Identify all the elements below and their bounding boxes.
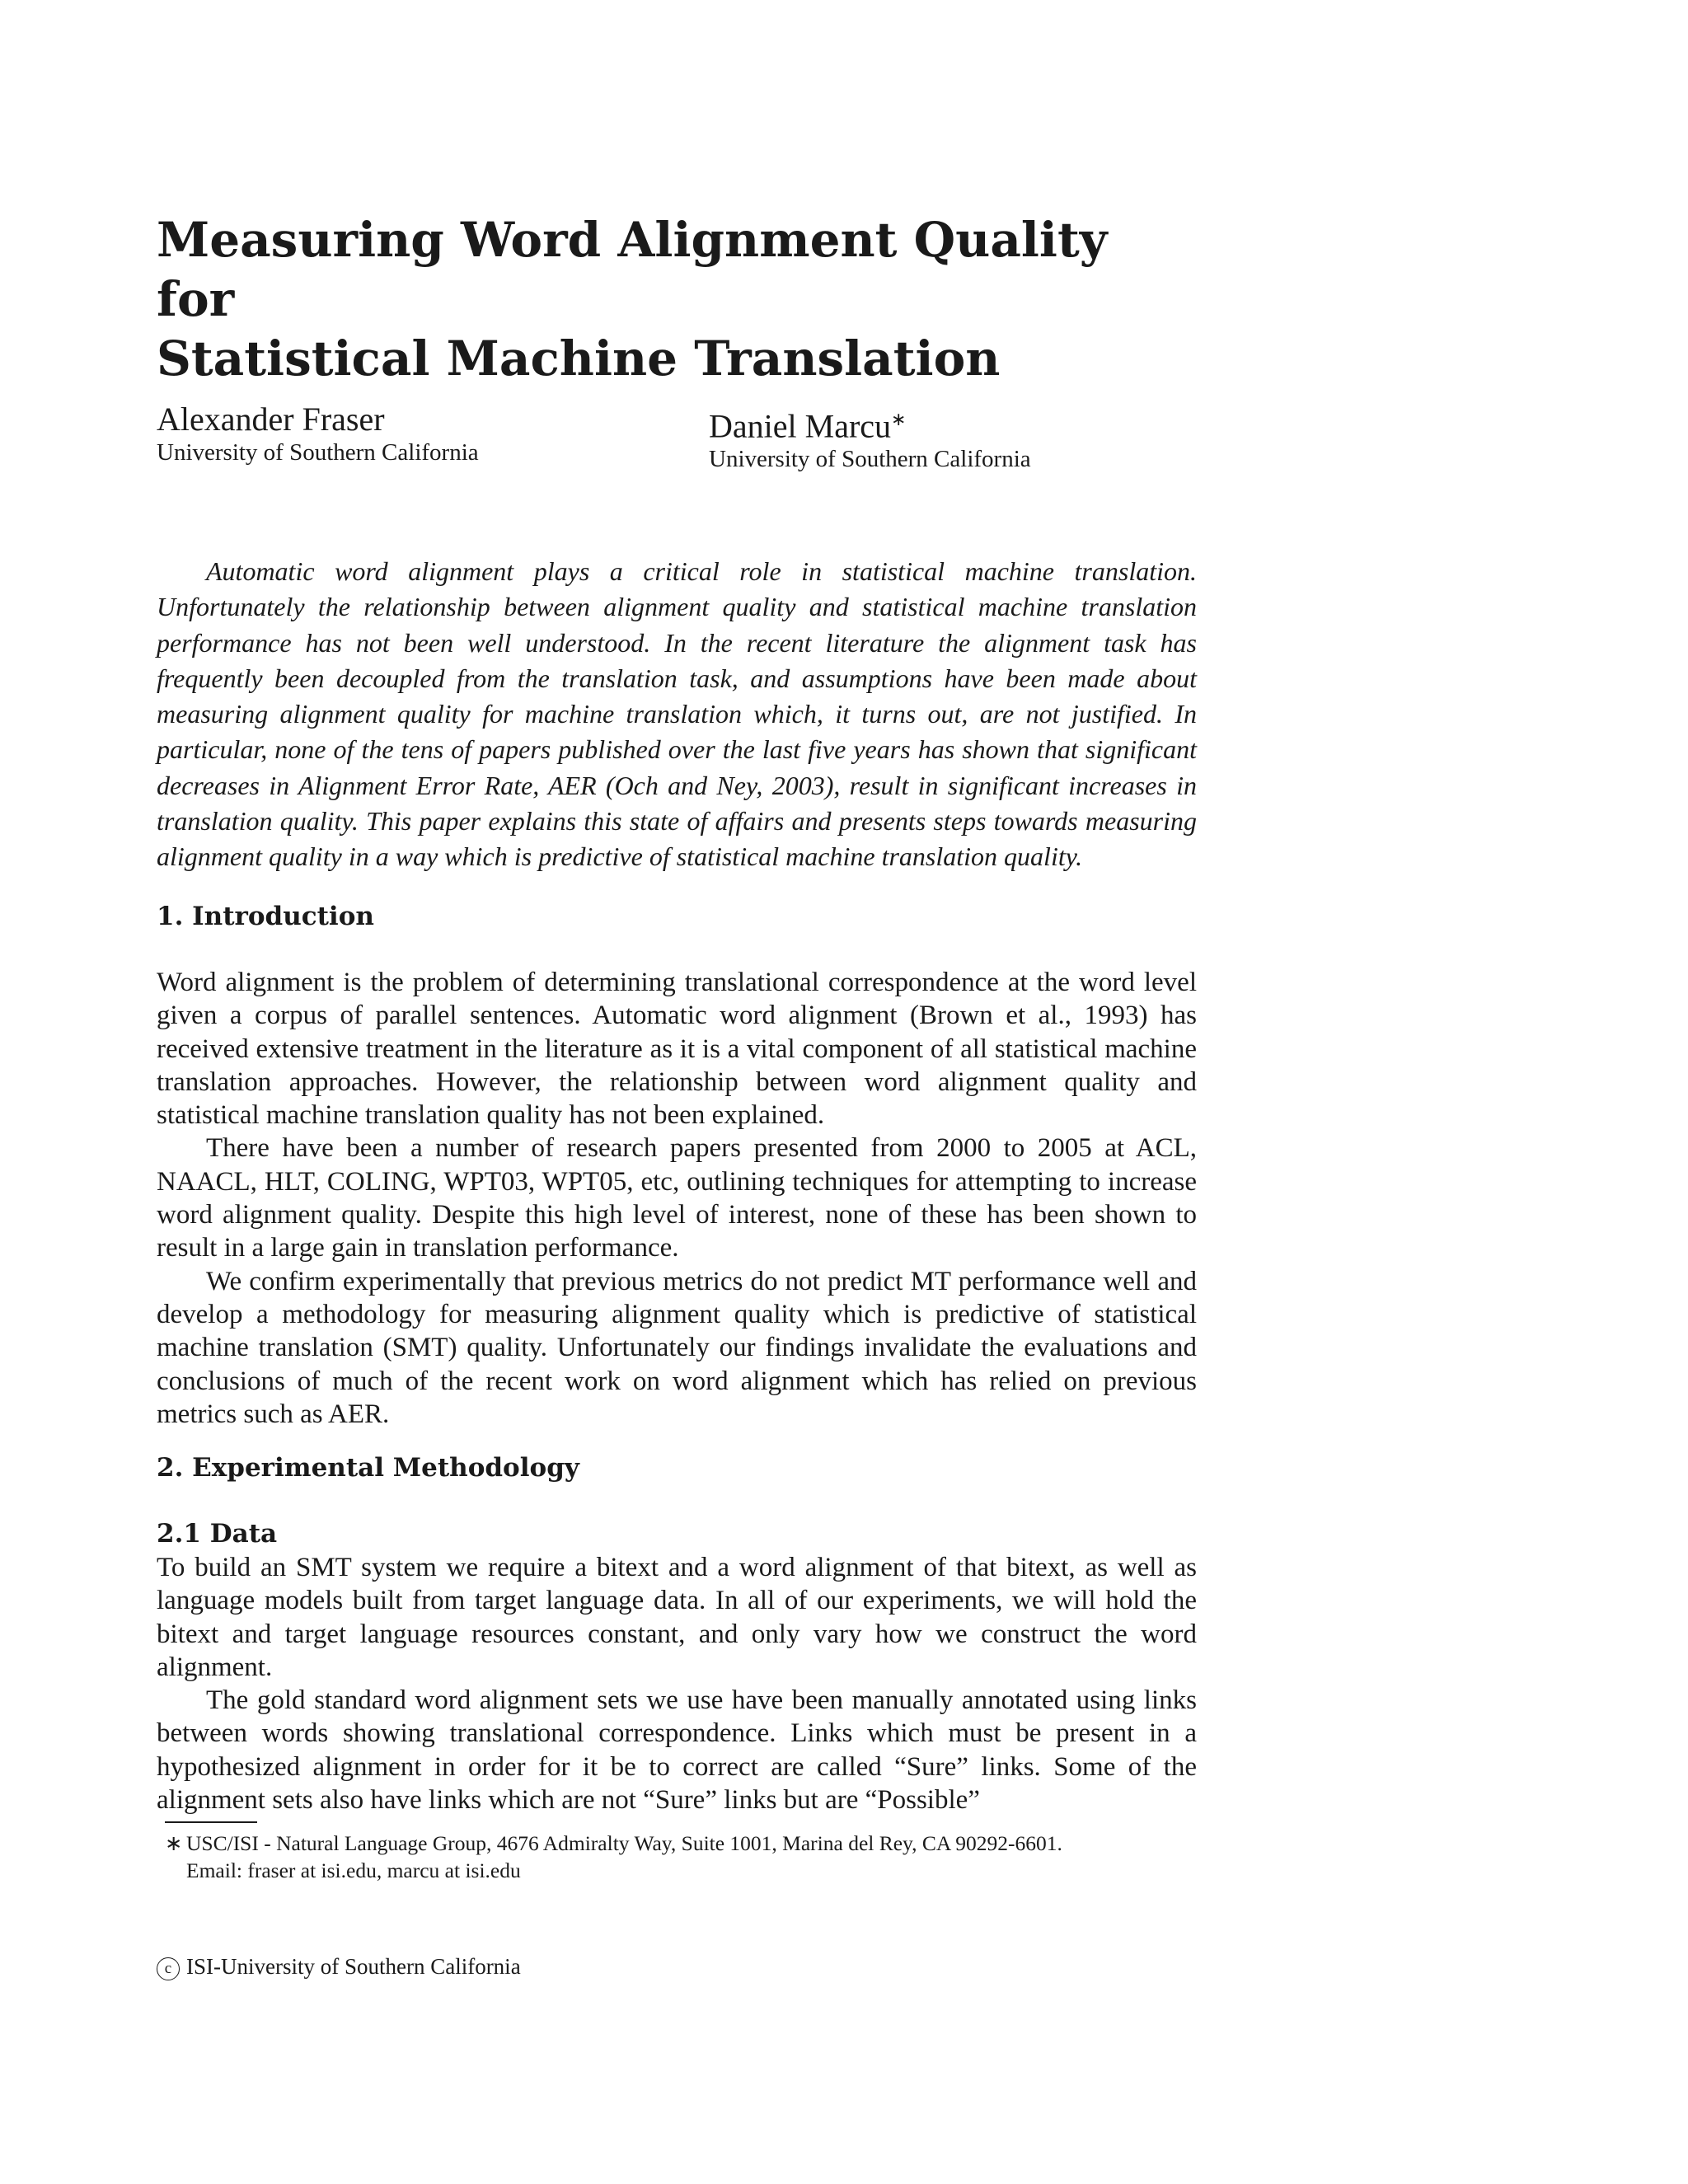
footnote-marker: ∗ — [891, 409, 907, 429]
footnote-line-1: USC/ISI - Natural Language Group, 4676 Admiralty Way, Suite 1001, Marina del Rey, CA 90292-6601. — [186, 1831, 1062, 1855]
data-section-body — [157, 1551, 1197, 1816]
author-block-1 — [157, 401, 479, 466]
footnote-rule — [165, 1821, 257, 1823]
paragraph: To build an SMT system we require a bitext and a word alignment of that bitext, as well as language models built from target language data. In all of our experiments, we will hold the bitext and target language resources constant, and only vary how we construct the word alignment. — [157, 1553, 1197, 1682]
footnote-line-2: Email: fraser at isi.edu, marcu at isi.edu — [186, 1858, 521, 1882]
title-line-2: Statistical Machine Translation — [157, 330, 1001, 387]
author-block-2 — [709, 401, 1031, 473]
paper-title — [157, 210, 1197, 388]
author-name: Daniel Marcu∗ — [709, 407, 907, 445]
abstract: Automatic word alignment plays a critical role in statistical machine translation. Unfortunately the relationship between alignment quality and statistical machine translation performance has not been well understood. In the recent literature the alignment task has frequently been decoupled from the translation task, and assumptions have been made about measuring alignment quality for machine translation which, it turns out, are not justified. In particular, none of the tens of papers published over the last five years has shown that significant decreases in Alignment Error Rate, AER (Och and Ney, 2003), result in significant increases in translation quality. This paper explains this state of affairs and presents steps towards measuring alignment quality in a way which is predictive of statistical machine translation quality. — [157, 556, 1197, 872]
author-name: Alexander Fraser — [157, 401, 385, 438]
author-affiliation: University of Southern California — [709, 446, 1031, 473]
paragraph: There have been a number of research papers presented from 2000 to 2005 at ACL, NAACL, HLT, COLING, WPT03, WPT05, etc, outlining techniques for attempting to increase word alignment quality. Despite this high level of interest, none of these has been shown to result in a large gain in translation performance. — [157, 1133, 1197, 1263]
author-affiliation: University of Southern California — [157, 439, 479, 466]
footnote-marker: ∗ — [165, 1831, 183, 1855]
footnote — [165, 1830, 1203, 1884]
introduction-body — [157, 966, 1197, 1431]
paragraph: Word alignment is the problem of determining translational correspondence at the word level given a corpus of parallel sentences. Automatic word alignment (Brown et al., 1993) has received extensive treatment in the literature as it is a vital component of all statistical machine translation approaches. However, the relationship between word alignment quality and statistical machine translation quality has not been explained. — [157, 968, 1197, 1131]
copyright-icon: c — [157, 1957, 180, 1980]
copyright-text: ISI-University of Southern California — [186, 1954, 521, 1979]
section-heading-methodology: 2. Experimental Methodology — [157, 1453, 579, 1483]
section-heading-introduction: 1. Introduction — [157, 902, 374, 931]
paragraph: We confirm experimentally that previous metrics do not predict MT performance well and develop a methodology for measuring alignment quality which is predictive of statistical machine translation (SMT) quality. Unfortunately our findings invalidate the evaluations and conclusions of much of the recent work on word alignment which has relied on previous metrics such as AER. — [157, 1266, 1197, 1429]
copyright-notice — [157, 1953, 521, 1980]
paragraph: The gold standard word alignment sets we use have been manually annotated using links between words showing translational correspondence. Links which must be present in a hypothesized alignment in order for it be to correct are called “Sure” links. Some of the alignment sets also have links which are not “Sure” links but are “Possible” — [157, 1685, 1197, 1816]
title-line-1: Measuring Word Alignment Quality for — [157, 212, 1108, 327]
subsection-heading-data: 2.1 Data — [157, 1519, 278, 1549]
